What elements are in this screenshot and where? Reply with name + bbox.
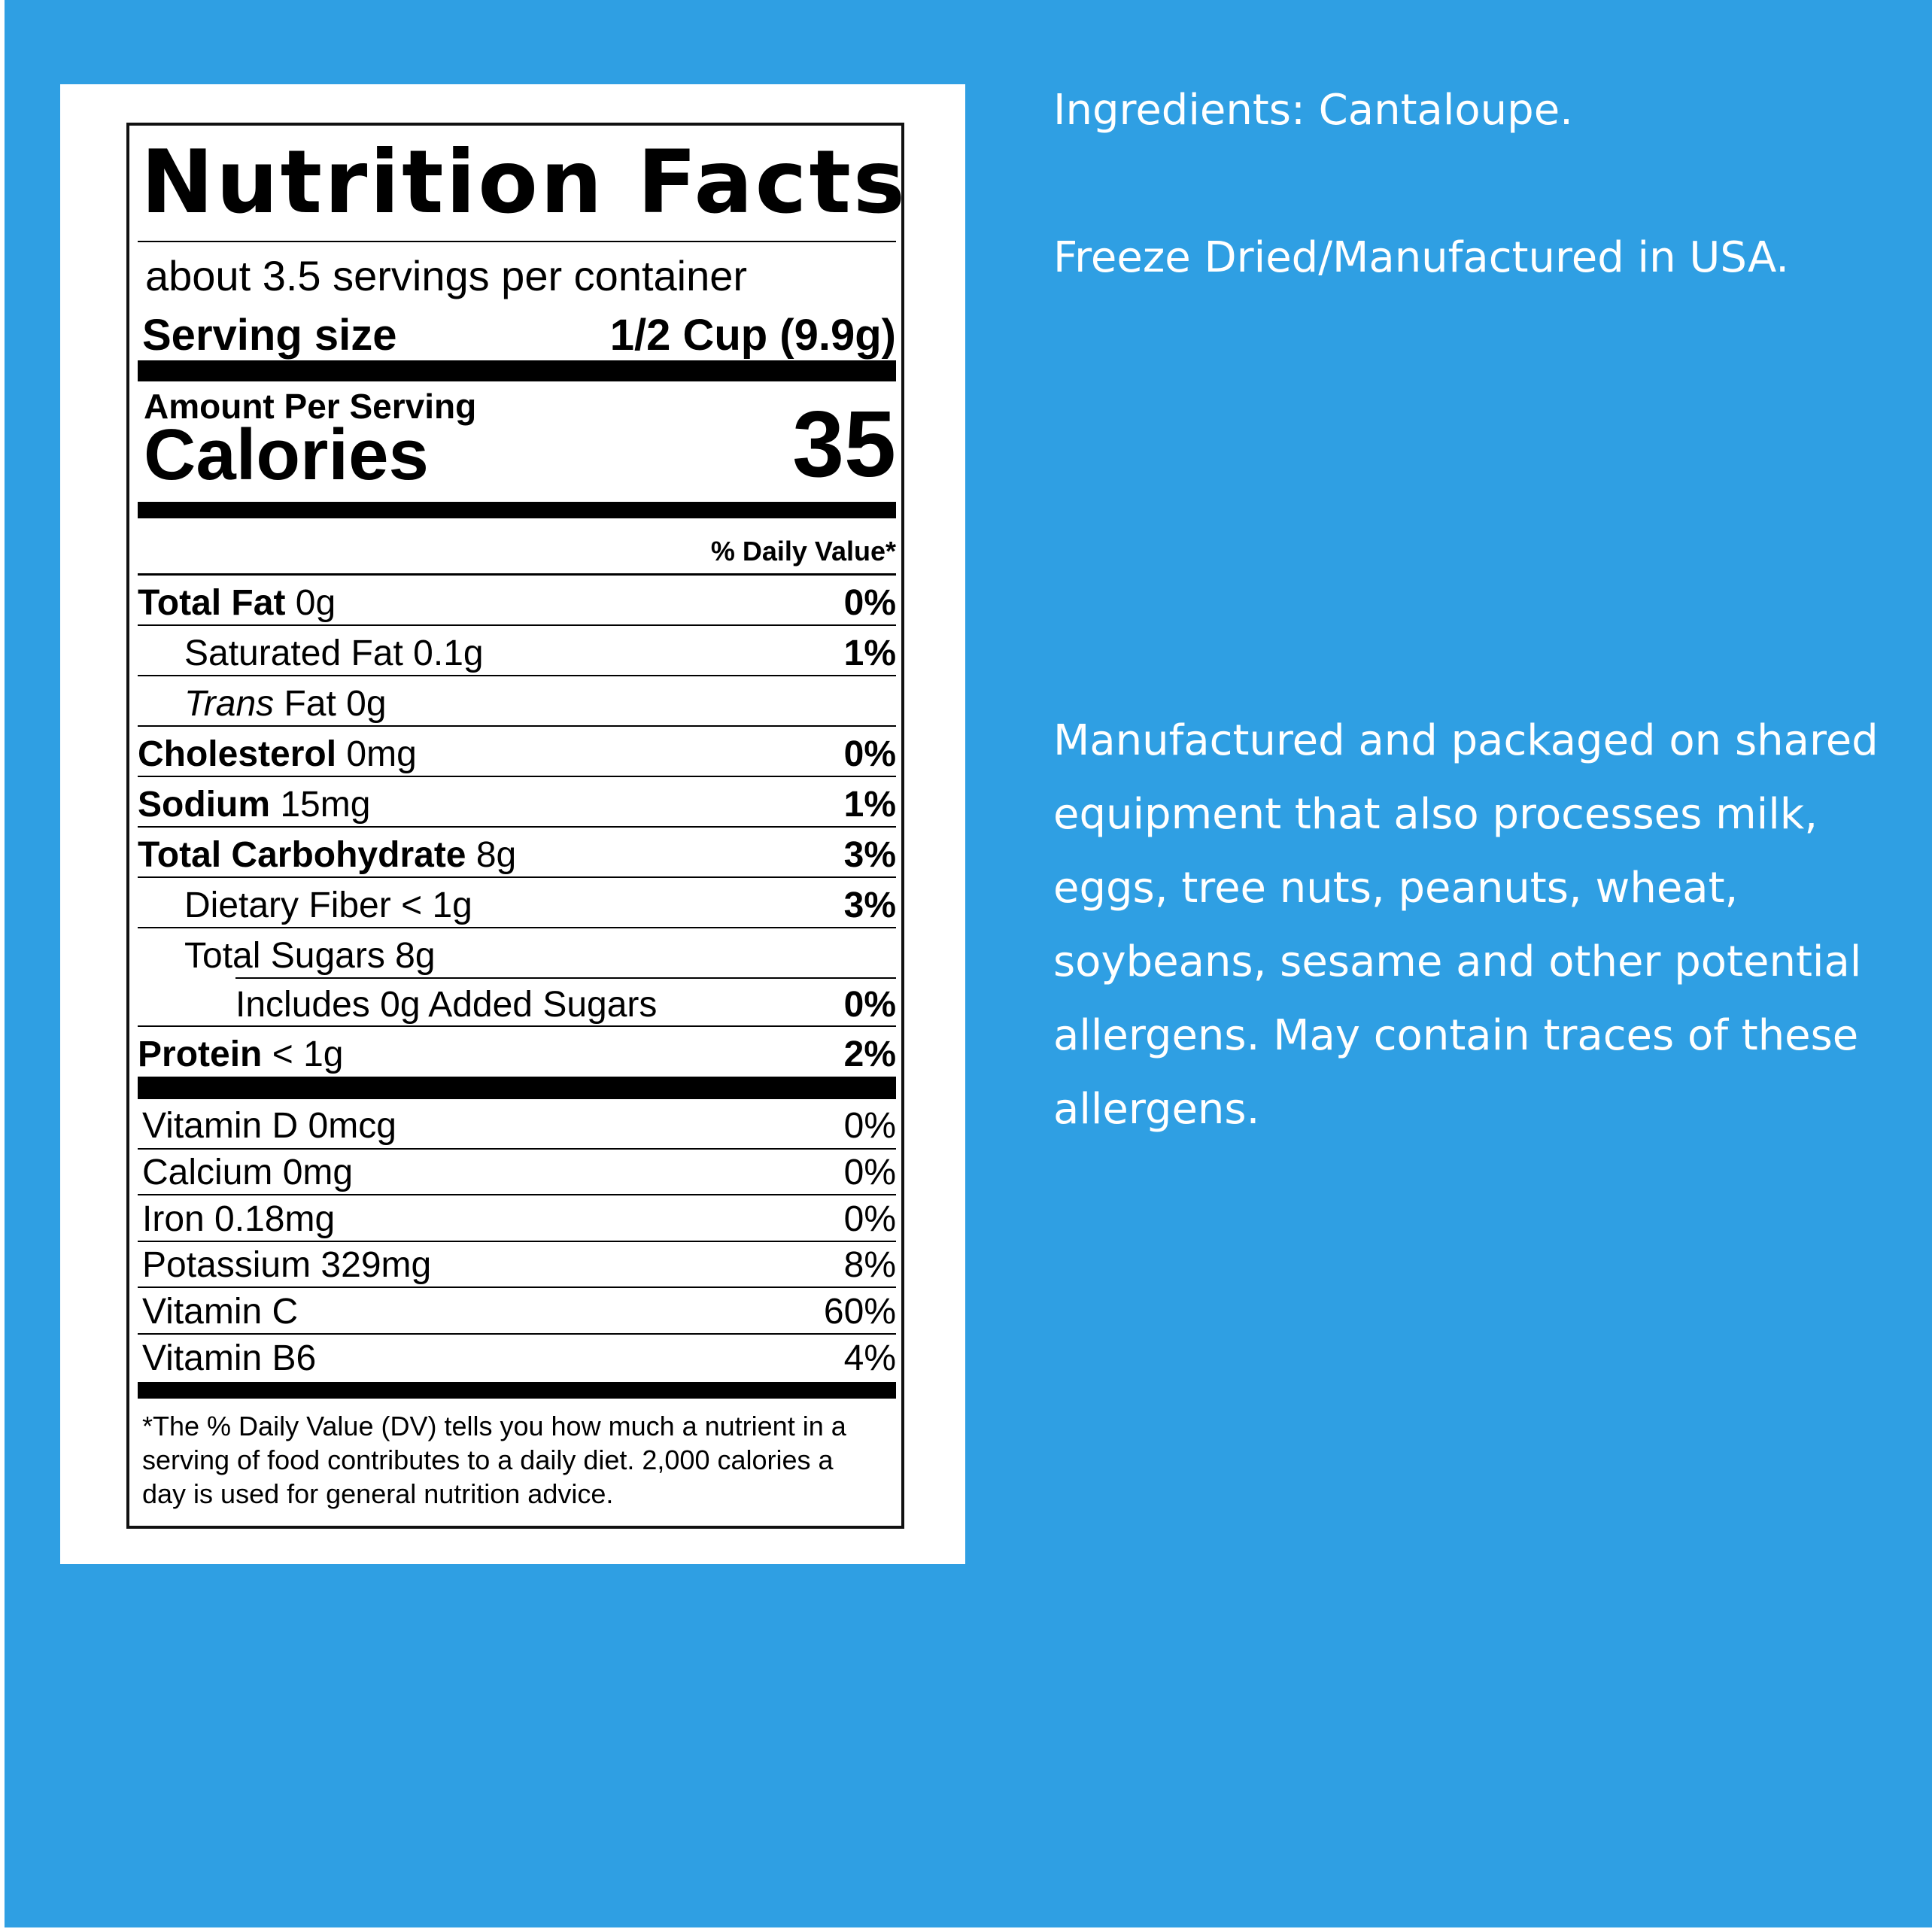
allergen-notice: Manufactured and packaged on shared equipment that also processes milk, eggs, tree nuts, peanuts, wheat, soybeans, sesame and other potential allergens. May contain traces of these allergens. [1053, 716, 1879, 1134]
vitamin-row-calcium [142, 1152, 896, 1191]
vitamin-dv: 0% [843, 1106, 896, 1146]
nutrient-row-dietary-fiber [138, 885, 896, 924]
row-divider [138, 776, 896, 777]
nutrient-name: Total Sugars 8g [184, 936, 436, 976]
vitamin-dv: 0% [843, 1199, 896, 1239]
nutrient-row-added-sugars [138, 984, 896, 1023]
thick-rule-2 [138, 502, 896, 518]
vitamin-name: Iron 0.18mg [142, 1199, 336, 1239]
thick-rule-4 [138, 1382, 896, 1399]
nutrition-label-card [60, 84, 965, 1564]
origin-text: Freeze Dried/Manufactured in USA. [1053, 233, 1790, 282]
row-divider [138, 675, 896, 676]
vitamin-row-vitamin-c [142, 1291, 896, 1330]
product-info [1053, 74, 1881, 1147]
vitamin-dv: 4% [843, 1338, 896, 1378]
nutrient-row-trans-fat [138, 683, 896, 722]
daily-value-header-text: % Daily Value* [710, 536, 896, 567]
nutrition-facts-title: Nutrition Facts [141, 132, 907, 233]
dv-rule [138, 573, 896, 576]
calories-value: 35 [792, 393, 896, 497]
nutrient-name: Protein < 1g [138, 1034, 344, 1074]
nutrient-dv: 0% [843, 985, 896, 1025]
row-divider [138, 624, 896, 626]
vitamin-dv: 60% [823, 1292, 896, 1332]
servings-per-container [145, 252, 896, 299]
nutrient-name: Total Fat 0g [138, 583, 336, 623]
row-divider [138, 1286, 896, 1288]
nutrient-name: Dietary Fiber < 1g [184, 886, 472, 925]
row-divider [235, 977, 896, 979]
nutrient-dv: 0% [843, 734, 896, 774]
nutrient-row-total-fat [138, 582, 896, 621]
thick-rule-3 [138, 1077, 896, 1099]
vitamin-row-iron [142, 1198, 896, 1238]
vitamin-name: Calcium 0mg [142, 1153, 354, 1192]
nutrient-dv: 0% [843, 583, 896, 623]
serving-size-row [142, 311, 896, 360]
nutrient-name: Saturated Fat 0.1g [184, 633, 484, 673]
nutrient-name: Cholesterol 0mg [138, 734, 417, 774]
calories-label: Calories [144, 415, 429, 495]
nutrient-dv: 2% [843, 1034, 896, 1074]
vitamin-row-vitamin-b6 [142, 1338, 896, 1377]
nutrient-name: Trans Fat 0g [184, 684, 387, 724]
amount-per-serving-text: Amount Per Serving [144, 387, 477, 426]
nutrient-name: Total Carbohydrate 8g [138, 835, 517, 875]
row-divider [138, 1148, 896, 1150]
nutrient-dv: 3% [843, 835, 896, 875]
serving-size-label: Serving size [142, 311, 397, 360]
serving-size-value: 1/2 Cup (9.9g) [609, 311, 896, 360]
nutrient-name: Sodium 15mg [138, 785, 371, 825]
nutrient-dv: 3% [843, 886, 896, 925]
ingredients-text: Ingredients: Cantaloupe. [1053, 86, 1573, 135]
nutrient-row-cholesterol [138, 734, 896, 773]
vitamin-name: Vitamin B6 [142, 1338, 317, 1378]
nutrient-row-protein [138, 1034, 896, 1073]
vitamin-row-vitamin-d [142, 1105, 896, 1144]
row-divider [138, 826, 896, 828]
row-divider [138, 1194, 896, 1195]
vitamin-dv: 0% [843, 1153, 896, 1192]
nutrient-row-total-sugars [138, 935, 896, 974]
vitamin-row-potassium [142, 1244, 896, 1283]
row-divider [138, 725, 896, 727]
title-rule [138, 241, 896, 242]
vitamin-name: Vitamin D 0mcg [142, 1106, 396, 1146]
vitamin-dv: 8% [843, 1245, 896, 1285]
row-divider [138, 1241, 896, 1242]
nutrient-name: Includes 0g Added Sugars [235, 985, 658, 1025]
row-divider [138, 1025, 896, 1027]
daily-value-footnote: *The % Daily Value (DV) tells you how much a nutrient in a serving of food contributes to a daily diet. 2,000 calories a day is used for general nutrition advice. [142, 1411, 846, 1509]
nutrient-dv: 1% [843, 785, 896, 825]
row-divider [138, 876, 896, 878]
servings-per-container-text: about 3.5 servings per container [145, 252, 748, 299]
nutrition-facts-panel [126, 123, 907, 1529]
nutrient-dv: 1% [843, 633, 896, 673]
row-divider [138, 927, 896, 928]
nutrient-row-sodium [138, 784, 896, 823]
nutrient-row-total-carbohydrate [138, 834, 896, 873]
row-divider [138, 1333, 896, 1335]
daily-value-header [138, 538, 896, 565]
thick-rule-1 [138, 360, 896, 381]
vitamin-name: Vitamin C [142, 1292, 299, 1332]
vitamin-name: Potassium 329mg [142, 1245, 432, 1285]
nutrient-row-saturated-fat [138, 633, 896, 672]
